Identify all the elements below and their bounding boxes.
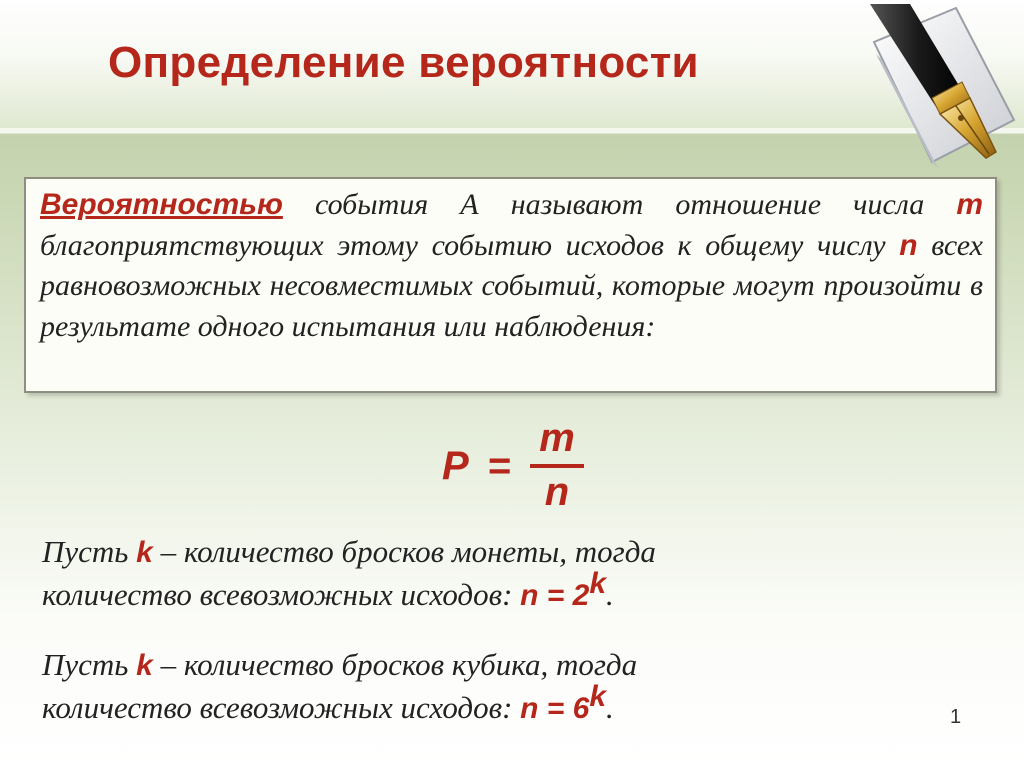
coin-expression: n = 2 [520, 579, 590, 612]
definition-term: Вероятностью [40, 188, 283, 221]
page-number: 1 [950, 706, 962, 728]
definition-part-3: всех равновозможных несовместимых событий, которые могут произойти в результате одного испытания или наблюдения: [40, 228, 983, 343]
variable-n: n [899, 228, 918, 262]
coin-intro: Пусть [42, 534, 137, 569]
coin-line-2 [42, 567, 862, 617]
die-exponent: k [589, 680, 607, 713]
die-variable-k: k [136, 649, 153, 682]
fountain-pen-icon [846, 2, 1022, 170]
variable-m: m [956, 188, 983, 221]
formula-lhs: P [442, 444, 469, 488]
formula-equals: = [488, 444, 512, 488]
die-paragraph [42, 644, 862, 730]
slide-title: Определение вероятности [108, 38, 699, 87]
coin-end: . [606, 577, 614, 612]
probability-formula [440, 416, 600, 522]
definition-part-2: благоприятствующих этому событию исходов к общему числу [40, 228, 900, 262]
definition-text [40, 185, 983, 347]
die-text-2: количество всевозможных исходов: [42, 690, 521, 725]
coin-variable-k: k [136, 536, 153, 569]
coin-text-2: количество всевозможных исходов: [42, 577, 521, 612]
die-line-2 [42, 680, 862, 730]
coin-text-1: – количество бросков монеты, тогда [152, 534, 656, 569]
formula-numerator: m [539, 416, 575, 460]
formula-denominator: n [544, 470, 570, 514]
coin-exponent: k [589, 567, 607, 600]
die-intro: Пусть [42, 647, 137, 682]
coin-line-1 [42, 531, 862, 574]
die-line-1 [42, 644, 862, 687]
definition-box [24, 177, 997, 393]
die-end: . [606, 690, 614, 725]
die-expression: n = 6 [520, 692, 590, 725]
definition-part-1: события А называют отношение числа [282, 188, 957, 221]
coin-paragraph [42, 531, 862, 617]
die-text-1: – количество бросков кубика, тогда [152, 647, 638, 682]
fraction-bar [530, 464, 584, 468]
